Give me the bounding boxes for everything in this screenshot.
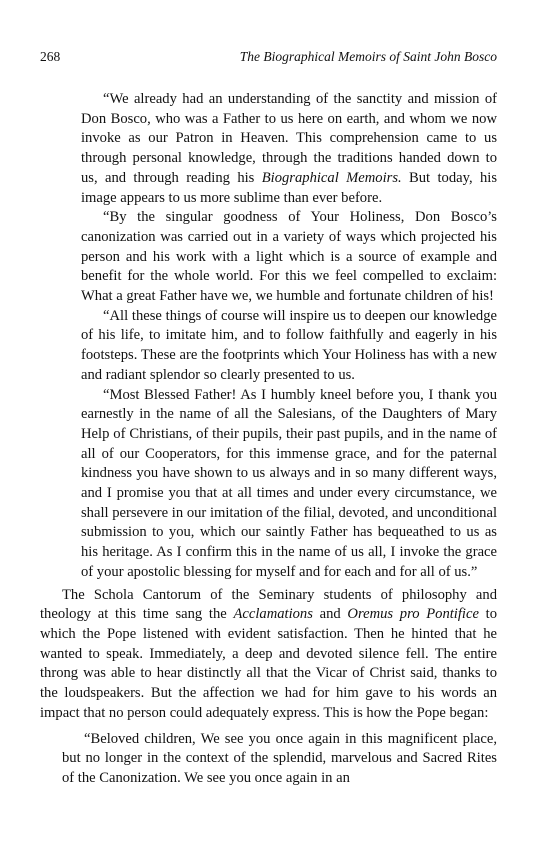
paragraph-text: “We already had an understanding of the sanctity and mission of Don Bosco, who was a Father to us here on earth, and whom we now invoke as our Patron in Heaven. This comprehension came to us through personal knowledge, through the traditions handed down to us, and through reading his — [81, 91, 497, 186]
italic-acclamations: Acclamations — [233, 606, 313, 623]
paragraph-beloved-children: “Beloved children, We see you once again in this magnificent place, but no longer in the context of the splendid, marvelous and Sacred Rites of the Canonization. We see you once again in an — [62, 730, 497, 786]
running-head — [40, 48, 497, 66]
paragraph-text: and — [312, 606, 348, 623]
italic-oremus-pro-pontifice: Oremus pro Pontifice — [347, 606, 479, 623]
paragraph-schola-cantorum — [40, 586, 497, 724]
book-title: The Biographical Memoirs of Saint John Bosco — [239, 49, 497, 64]
paragraph-text: But today, his image appears to us more sublime than ever before. — [81, 169, 497, 206]
paragraph-sanctity-mission — [40, 90, 497, 208]
paragraph-footsteps: “All these things of course will inspire us to deepen our knowledge of his life, to imitate him, and to follow faithfully and eagerly in his footsteps. These are the footprints which Your Holiness has with a new and radiant splendor so clearly presented to us. — [81, 307, 497, 383]
body-text — [40, 90, 497, 789]
paragraph-canonization: “By the singular goodness of Your Holiness, Don Bosco’s canonization was carried out in a variety of ways which projected his person and his work with a light which is a source of example and benefit for the whole world. For this we feel compelled to exclaim: What a great Father have we, we humble and fortunate children of his! — [81, 209, 497, 305]
paragraph-most-blessed-father: “Most Blessed Father! As I humbly kneel before you, I thank you earnestly in the name of all the Salesians, of the Daughters of Mary Help of Christians, of their pupils, their past pupils, and in the name of all of our Cooperators, for this immense grace, and for the paternal kindness you have shown to us always and in so many different ways, and I promise you that at all times and under every circumstance, we shall persevere in our imitation of the filial, devoted, and unconditional submission to you, which our saintly Father has bequeathed to us as his heritage. As I confirm this in the name of us all, I invoke the grace of your apostolic blessing for myself and for each and for all of us.” — [81, 386, 497, 580]
italic-title-biographical-memoirs: Biographical Memoirs. — [261, 169, 402, 186]
paragraph-text: The Schola Cantorum of the Seminary students of philosophy and theology at this time sang the — [40, 586, 497, 623]
page-number: 268 — [40, 49, 61, 64]
paragraph-text: to which the Pope listened with evident satisfaction. Then he hinted that he wanted to speak. Immediately, a deep and devoted silence fell. The entire throng was able to hear distinctly all that the Vicar of Christ said, thanks to the loudspeakers. But the affection we had for him gave to his words an impact that no person could adequately express. This is how the Pope began: — [40, 606, 497, 721]
